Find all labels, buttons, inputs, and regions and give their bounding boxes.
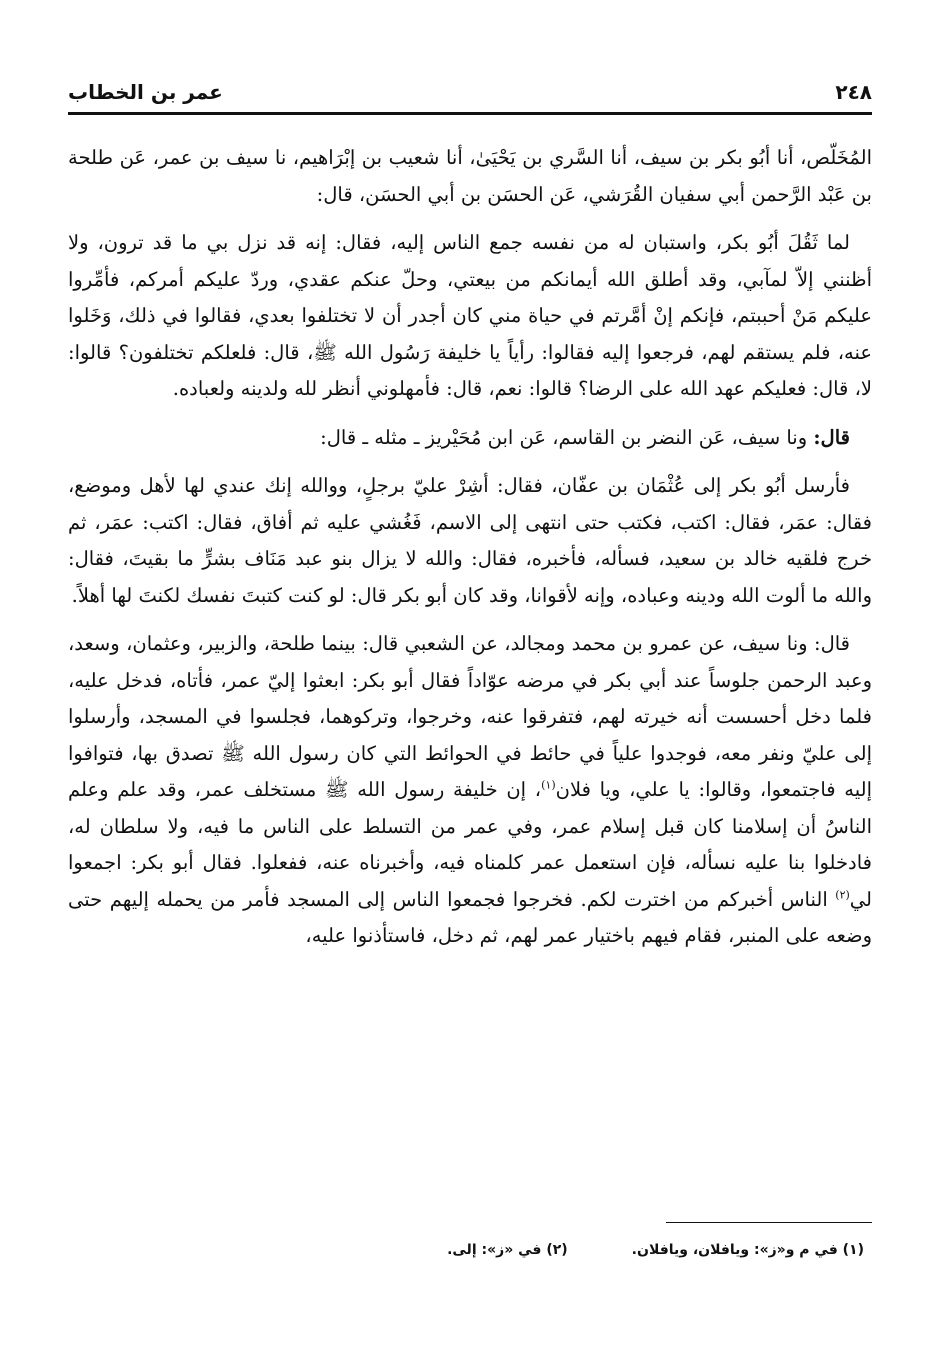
paragraph-second-isnad-text: ونا سيف، عَن النضر بن القاسم، عَن ابن مُحَيْريز ـ مثله ـ قال: — [320, 425, 814, 449]
footnotes — [68, 1236, 864, 1264]
paragraph-shabi-part-2: ، إن خليفة رسول الله ﷺ مستخلف عمر، وقد علم وعلم الناسُ أن إسلامنا كان قبل إسلام عمر، وفي عمر من التسلط على الناس ما فيه، ولا سلطان له، فادخلوا بنا عليه نسأله، فإن استعمل عمر كلمناه فيه، وأخبرناه عنه، ففعلوا. فقال أبو بكر: اجمعوا لي — [68, 778, 872, 911]
footnote-divider — [666, 1222, 872, 1223]
book-title: عمر بن الخطاب — [68, 80, 223, 104]
page-number: ٢٤٨ — [835, 80, 872, 104]
running-header — [68, 72, 872, 112]
footnote-ref-1[interactable]: (١) — [541, 778, 556, 792]
paragraph-shabi-report — [68, 626, 872, 955]
paragraph-shabi-part-1: قال: ونا سيف، عن عمرو بن محمد ومجالد، عن الشعبي قال: بينما طلحة، والزبير، وعثمان، وسعد، وعبد الرحمن جلوساً عند أبي بكر في مرضه عوّاداً فقال أبو بكر: ابعثوا إليّ عمر، فأتاه، فدخل عليه، فلما دخل أحسست أنه خيرته لهم، فتفرقوا عنه، وخرجوا، وتركوهما، فجلسوا في المسجد، وأرسلوا إلى عليّ ونفر معه، فوجدوا علياً في حائط في الحوائط التي كان رسول الله ﷺ تصدق بها، فتوافوا إليه فاجتمعوا، وقالوا: يا علي، ويا فلان — [68, 632, 872, 801]
paragraph-abu-bakr-illness: لما ثَقُلَ أبُو بكر، واستبان له من نفسه جمع الناس إليه، فقال: إنه قد نزل بي ما قد ترون، ولا أظنني إلاّ لمآبي، وقد أطلق الله أيمانكم من بيعتي، وحلّ عنكم عقدي، وردّ عليكم أمركم، فأمِّروا عليكم مَنْ أحببتم، فإنكم إنْ أمَّرتم في حياة مني كان أجدر أن لا تختلفوا بعدي، فقالوا في ذلك، وَخَلوا عنه، فلم يستقم لهم، فرجعوا إليه فقالوا: رأياً يا خليفة رَسُول الله ﷺ، قال: فلعلكم تختلفون؟ قالوا: لا، قال: فعليكم عهد الله على الرضا؟ قالوا: نعم، قال: فأمهلوني أنظر لله ولدينه ولعباده. — [68, 231, 872, 400]
footnote-2: (٢) في «ز»: إلى. — [447, 1242, 568, 1258]
paragraph-second-isnad — [68, 420, 872, 457]
footnote-1: (١) في م و«ز»: ويافلان، ويافلان. — [631, 1242, 864, 1258]
footnote-ref-2[interactable]: (٢) — [835, 888, 850, 901]
paragraph-isnad: المُخَلّص، أنا أبُو بكر بن سيف، أنا السَّري بن يَحْيَىٰ، أنا شعيب بن إبْرَاهيم، نا سيف بن عمر، عَن طلحة بن عَبْد الرَّحمن أبي سفيان القُرَشي، عَن الحسَن بن أبي الحسَن، قال: — [68, 146, 872, 206]
paragraph-lead-word: قال: — [813, 425, 850, 449]
main-text — [68, 140, 872, 967]
paragraph-shabi-part-3: الناس أخبركم من اخترت لكم. فخرجوا فجمعوا الناس إلى المسجد فأمر من يحمله إليهم حتى وضعه على المنبر، فقام فيهم باختيار عمر لهم، ثم دخل، فاستأذنوا عليه، — [68, 887, 872, 947]
header-divider — [68, 112, 872, 115]
paragraph-uthman-consult: فأرسل أبُو بكر إلى عُثْمَان بن عفّان، فقال: أشِرْ عليّ برجلٍ، ووالله إنك عندي لها لأهل وموضع، فقال: عمَر، فقال: اكتب، فكتب حتى انتهى إلى الاسم، فَغُشي عليه ثم أفاق، فقال: اكتب: عمَر، ثم خرج فلقيه خالد بن سعيد، فسأله، فأخبره، فقال: والله لا يزال بنو عبد مَنَاف بشرٍّ ما بقيتَ، فقال: والله ما ألوت الله ودينه وعباده، وإنه لأقوانا، وقد كان أبو بكر قال: لو كنت كتبتَ نفسك لكنتَ لها أهلاً. — [68, 474, 872, 607]
